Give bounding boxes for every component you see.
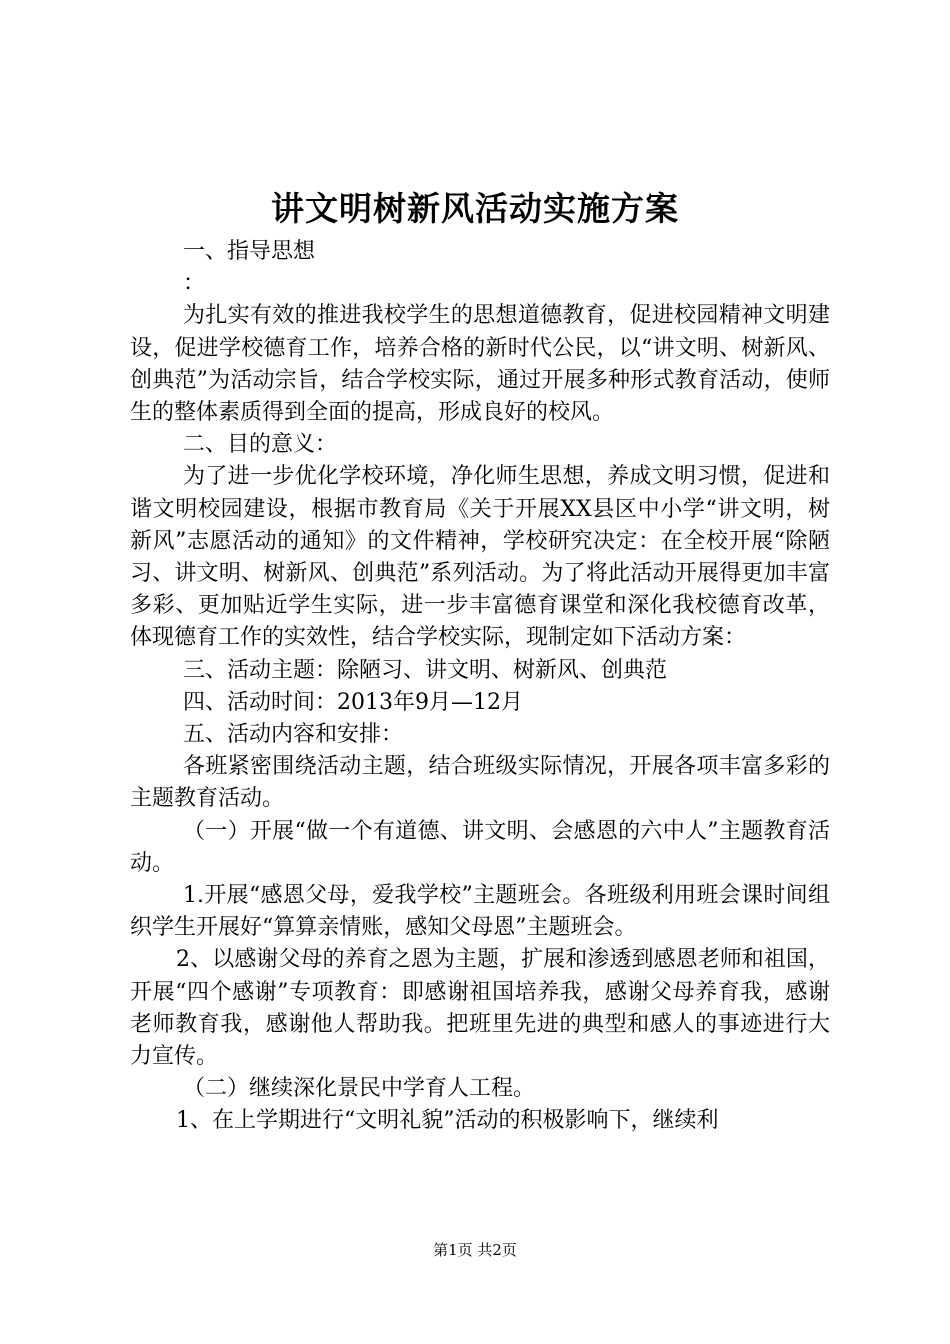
section-heading-guiding-thought: 一、指导思想 bbox=[183, 239, 316, 264]
section-heading-time: 四、活动时间：2013年9月—12月 bbox=[183, 689, 523, 715]
paragraph-item-3: 1、在上学期进行“文明礼貌”活动的积极影响下，继续利 bbox=[176, 1108, 719, 1134]
paragraph-content-intro: 各班紧密围绕活动主题，结合班级实际情况，开展各项丰富多彩的主题教育活动。 bbox=[130, 754, 830, 812]
section-heading-purpose: 二、目的意义： bbox=[183, 432, 338, 458]
paragraph-item-2: 2、以感谢父母的养育之恩为主题，扩展和渗透到感恩老师和祖国，开展“四个感谢”专项教育：即感谢祖国培养我，感谢父母养育我，感谢老师教育我，感谢他人帮助我。把班里先进的典型和感人的事迹进行大力宣传。 bbox=[130, 947, 830, 1070]
subsection-heading-2: （二）继续深化景民中学育人工程。 bbox=[183, 1076, 536, 1102]
section-heading-content: 五、活动内容和安排： bbox=[183, 722, 404, 748]
section-heading-theme: 三、活动主题：除陋习、讲文明、树新风、创典范 bbox=[183, 657, 668, 683]
subsection-heading-1: （一）开展“做一个有道德、讲文明、会感恩的六中人”主题教育活动。 bbox=[130, 818, 830, 876]
paragraph-purpose: 为了进一步优化学校环境，净化师生思想，养成文明习惯，促进和谐文明校园建设，根据市教育局《关于开展XX县区中小学“讲文明，树新风”志愿活动的通知》的文件精神，学校研究决定：在全校开展“除陋习、讲文明、树新风、创典范”系列活动。为了将此活动开展得更加丰富多彩、更加贴近学生实际，进一步丰富德育课堂和深化我校德育改革，体现德育工作的实效性，结合学校实际，现制定如下活动方案： bbox=[130, 464, 830, 651]
paragraph-guiding-thought: 为扎实有效的推进我校学生的思想道德教育，促进校园精神文明建设，促进学校德育工作，培养合格的新时代公民，以“讲文明、树新风、创典范”为活动宗旨，结合学校实际，通过开展多种形式教育活动，使师生的整体素质得到全面的提高，形成良好的校风。 bbox=[130, 303, 830, 426]
page-footer: 第1页 共2页 bbox=[433, 1241, 517, 1259]
document-title: 讲文明树新风活动实施方案 bbox=[271, 189, 679, 228]
document-body bbox=[130, 236, 830, 1138]
colon-line: ： bbox=[183, 271, 206, 297]
paragraph-item-1: 1.开展“感恩父母，爱我学校”主题班会。各班级利用班会课时间组织学生开展好“算算亲情账，感知父母恩”主题班会。 bbox=[130, 883, 830, 941]
